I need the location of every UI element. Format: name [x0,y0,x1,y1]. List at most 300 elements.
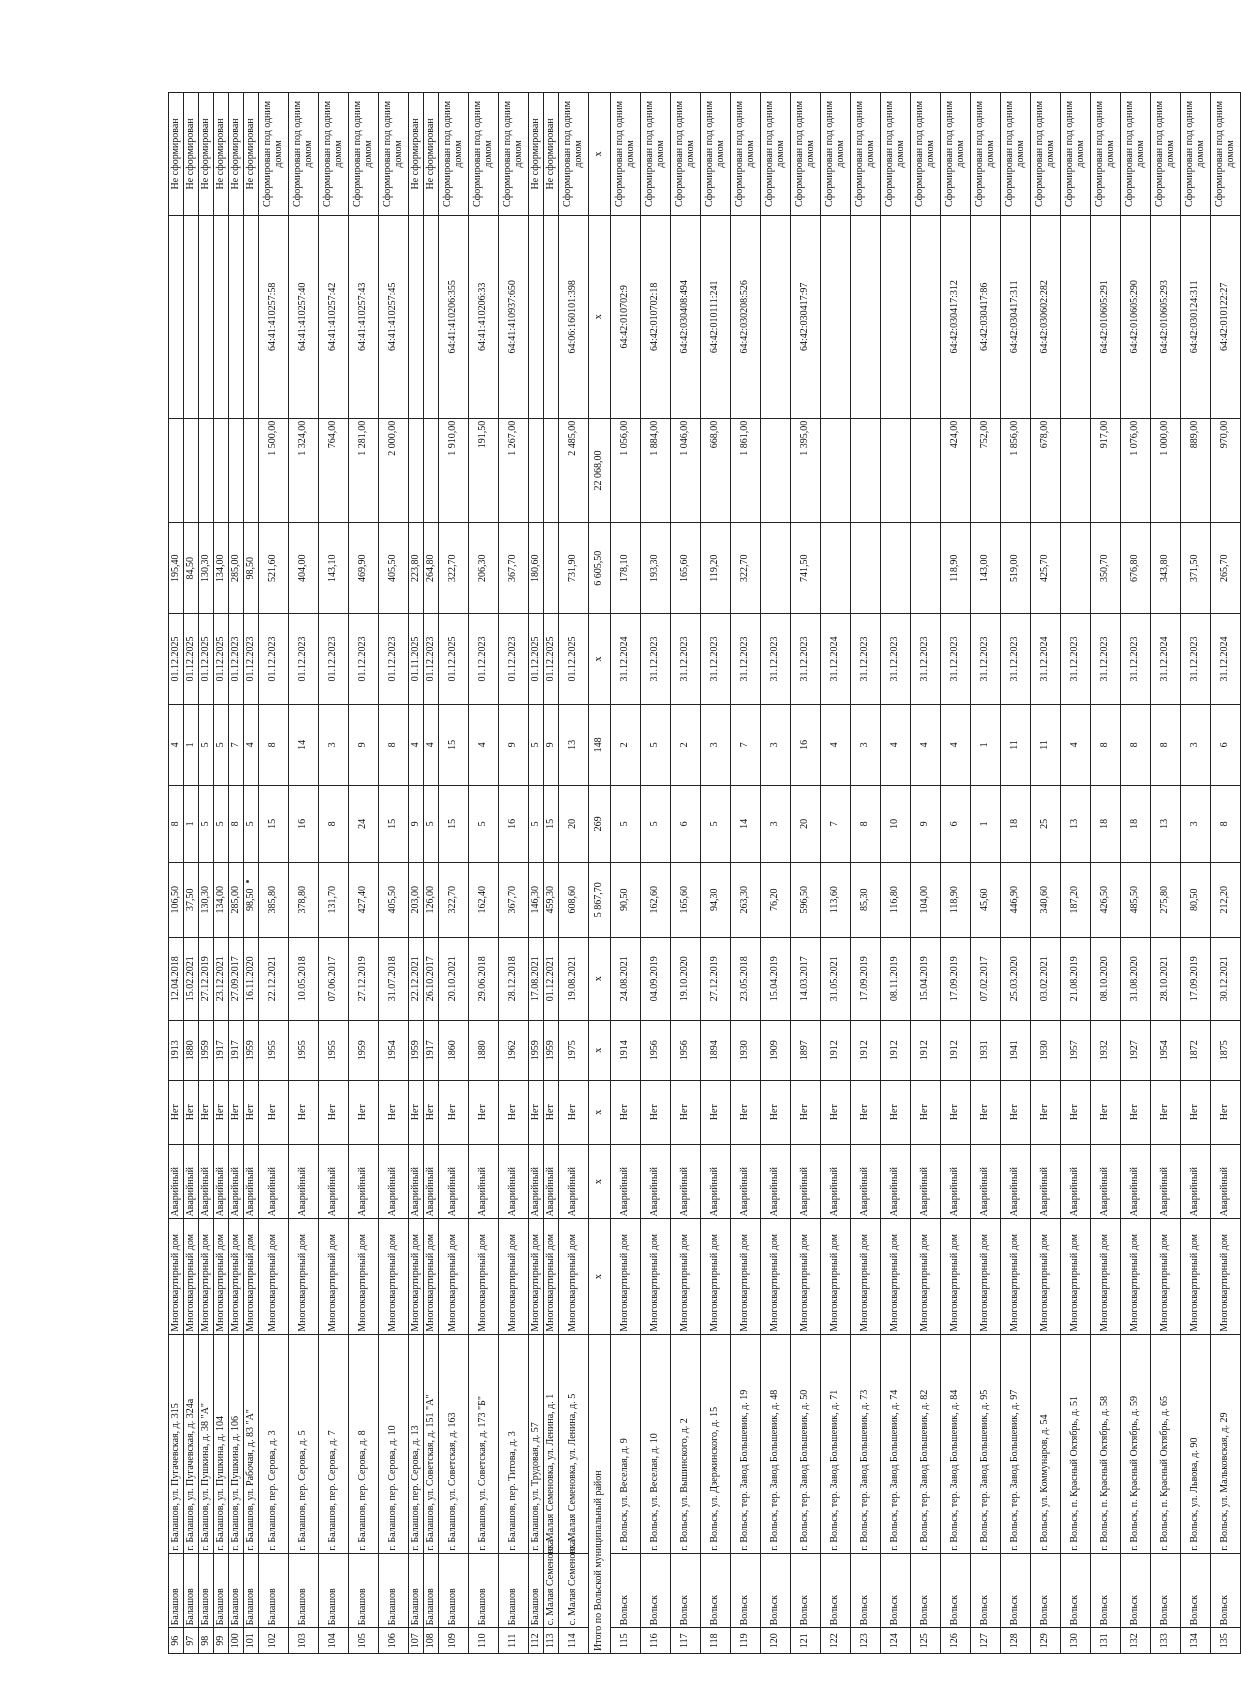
cell-residents-settled: 5 [214,704,229,785]
cell-residents-settled: 3 [761,704,791,785]
cell-land-area [169,418,184,523]
cell-land-status: Сформирован под одним домом [349,93,379,216]
cell-land-area: 678,00 [1031,418,1061,523]
cell-status: Аварийный [971,1144,1001,1219]
cell-settlement: Балашов [409,1553,424,1628]
cell-year: 1872 [1181,1020,1211,1080]
table-row [349,93,379,1654]
cell-area-settled: 405,50 [379,523,409,614]
cell-area-settled: 193,30 [641,523,671,614]
cell-settlement: Балашов [349,1553,379,1628]
cell-registry: Нет [1181,1080,1211,1144]
cell-area: 90,50 [611,862,641,937]
cell-residents-total: 1 [184,785,199,862]
cell-num: 132 [1121,1628,1151,1654]
cell-registry: Нет [379,1080,409,1144]
cell-residents-settled: 4 [821,704,851,785]
cell-area: 165,60 [671,862,701,937]
cell-residents-settled: 4 [469,704,499,785]
cell-year: 1975 [559,1020,589,1080]
register-rows [169,93,1241,1654]
cell-land-area [761,418,791,523]
cell-deadline: 31.12.2023 [791,614,821,705]
cell-residents-settled: 4 [169,704,184,785]
cell-land-area: 1 395,00 [791,418,821,523]
table-row [1031,93,1061,1654]
cell-area: 146,30 [529,862,544,937]
cell-cadastral: 64:42:010605:293 [1151,215,1181,418]
cell-settlement: Балашов [214,1553,229,1628]
cell-deadline: 01.12.2023 [319,614,349,705]
cell-residents-settled: 7 [731,704,761,785]
cell-deadline: 01.12.2025 [559,614,589,705]
cell-area-settled: 741,50 [791,523,821,614]
cell-type: Многоквартирный дом [469,1219,499,1334]
cell-deadline: 31.12.2023 [1001,614,1031,705]
cell-deadline: 01.12.2025 [439,614,469,705]
cell-address: с. Малая Семеновка, ул. Ленина, д. 5 [559,1334,589,1553]
cell-land-status: Сформирован под одним домом [289,93,319,216]
cell-land-status: Сформирован под одним домом [439,93,469,216]
table-row [559,93,589,1654]
cell-num: 131 [1091,1628,1121,1654]
cell-date: 14.03.2017 [791,937,821,1020]
cell-area-settled [761,523,791,614]
cell-deadline: 31.12.2023 [701,614,731,705]
cell-cadastral: 64:42:030208:526 [731,215,761,418]
cell-status: Аварийный [1181,1144,1211,1219]
table-row [1061,93,1091,1654]
cell-year: 1880 [184,1020,199,1080]
cell-area-settled [544,523,559,614]
cell-area-settled [851,523,881,614]
cell-date: 08.11.2019 [881,937,911,1020]
table-row [424,93,439,1654]
cell-land-area: 424,00 [941,418,971,523]
cell-area: 162,40 [469,862,499,937]
cell-settlement: Вольск [641,1553,671,1628]
cell-date: 08.10.2020 [1091,937,1121,1020]
cell-area-settled: 350,70 [1091,523,1121,614]
cell-area-settled [881,523,911,614]
cell-residents-total: 6 [941,785,971,862]
cell-residents-settled: 2 [611,704,641,785]
cell-registry: Нет [941,1080,971,1144]
cell-status: Аварийный [469,1144,499,1219]
cell-land-area: 1 056,00 [611,418,641,523]
table-row [671,93,701,1654]
cell-settlement: Вольск [851,1553,881,1628]
cell-land-status: Сформирован под одним домом [1211,93,1241,216]
cell-area: 275,80 [1151,862,1181,937]
cell-date: 20.10.2021 [439,937,469,1020]
cell-address: г. Вольск, ул. Дзержинского, д. 15 [701,1334,731,1553]
cell-date: 15.02.2021 [184,937,199,1020]
cell-residents-total: 15 [439,785,469,862]
cell-cadastral: 64:41:410257:40 [289,215,319,418]
cell-cadastral [169,215,184,418]
cell-residents-settled: 15 [439,704,469,785]
cell-land-area [409,418,424,523]
cell-num: 103 [289,1628,319,1654]
cell-land-area: 1 324,00 [289,418,319,523]
cell-registry: Нет [791,1080,821,1144]
cell-year: 1917 [424,1020,439,1080]
cell-land-area [1061,418,1091,523]
cell-area: 446,90 [1001,862,1031,937]
cell-year: 1909 [761,1020,791,1080]
cell-date: 22.12.2021 [409,937,424,1020]
cell-land-area: 1 000,00 [1151,418,1181,523]
cell-land-area [184,418,199,523]
cell-land-status: Сформирован под одним домом [1121,93,1151,216]
cell-num: 104 [319,1628,349,1654]
cell-date: 19.10.2020 [671,937,701,1020]
cell-cadastral: 64:42:030602:282 [1031,215,1061,418]
cell-registry: Нет [229,1080,244,1144]
cell-address: г. Вольск, ул. Вышинского, д. 2 [671,1334,701,1553]
cell-settlement: Вольск [731,1553,761,1628]
cell-residents-total: 15 [544,785,559,862]
cell-settlement: Вольск [1151,1553,1181,1628]
cell-date: 12.04.2018 [169,937,184,1020]
cell-address: с. Малая Семеновка, ул. Ленина, д. 1 [544,1334,559,1553]
cell-year: 1917 [229,1020,244,1080]
cell-registry: Нет [319,1080,349,1144]
cell-land-status: Не сформирован [409,93,424,216]
cell-date: 27.12.2019 [349,937,379,1020]
cell-area-settled: 195,40 [169,523,184,614]
cell-num: 126 [941,1628,971,1654]
cell-status: Аварийный [259,1144,289,1219]
cell-registry: Нет [671,1080,701,1144]
cell-land-area [244,418,259,523]
cell-area: 459,30 [544,862,559,937]
cell-deadline: 31.12.2023 [851,614,881,705]
cell-settlement: Балашов [439,1553,469,1628]
cell-land-area: 970,00 [1211,418,1241,523]
cell-residents-total: 5 [641,785,671,862]
cell-land-status: Сформирован под одним домом [1031,93,1061,216]
cell-registry: Нет [259,1080,289,1144]
cell-num: 98 [199,1628,214,1654]
cell-type: Многоквартирный дом [821,1219,851,1334]
cell-area-settled: 367,70 [499,523,529,614]
cell-year: 1955 [259,1020,289,1080]
cell-deadline: 01.12.2025 [544,614,559,705]
table-row [911,93,941,1654]
cell-land-status: Сформирован под одним домом [379,93,409,216]
cell-address: г. Вольск, ул. Коммунаров, д. 54 [1031,1334,1061,1553]
cell-type: Многоквартирный дом [544,1219,559,1334]
cell-residents-settled: 3 [701,704,731,785]
cell-area-settled: 469,90 [349,523,379,614]
cell-area: 116,80 [881,862,911,937]
cell-registry: Нет [409,1080,424,1144]
cell-registry: Нет [559,1080,589,1144]
cell-type: Многоквартирный дом [439,1219,469,1334]
cell-status: Аварийный [641,1144,671,1219]
cell-residents-total: 13 [1061,785,1091,862]
cell-cadastral [821,215,851,418]
cell-land-status: Сформирован под одним домом [851,93,881,216]
rotated-table-wrapper [168,92,1236,1654]
cell-area: 427,40 [349,862,379,937]
cell-address: г. Балашов, ул. Советская, д. 163 [439,1334,469,1553]
cell-land-area: 917,00 [1091,418,1121,523]
cell-area-settled: 165,60 [671,523,701,614]
cell-residents-total: 6 [671,785,701,862]
cell-date: 31.05.2021 [821,937,851,1020]
table-row [244,93,259,1654]
cell-year: 1941 [1001,1020,1031,1080]
cell-settlement: Балашов [469,1553,499,1628]
cell-residents-total: 9 [911,785,941,862]
cell-registry: Нет [424,1080,439,1144]
cell-cadastral [409,215,424,418]
cell-status: Аварийный [611,1144,641,1219]
cell-land-status: Сформирован под одним домом [671,93,701,216]
table-row [701,93,731,1654]
cell-num: 100 [229,1628,244,1654]
cell-residents-total: 20 [791,785,821,862]
cell-year: 1875 [1211,1020,1241,1080]
cell-land-status: Не сформирован [184,93,199,216]
cell-deadline: 31.12.2023 [881,614,911,705]
cell-land-status: Сформирован под одним домом [1001,93,1031,216]
cell-land-status: Не сформирован [199,93,214,216]
cell-residents-settled: 7 [229,704,244,785]
cell-status: Аварийный [424,1144,439,1219]
cell-residents-total: 1 [971,785,1001,862]
cell-deadline: 31.12.2024 [611,614,641,705]
cell-status: Аварийный [349,1144,379,1219]
table-row [971,93,1001,1654]
cell-residents-total: 5 [611,785,641,862]
cell-year: 1912 [821,1020,851,1080]
cell-residents-settled: 4 [409,704,424,785]
cell-area-settled: 322,70 [731,523,761,614]
cell-area-settled: 143,10 [319,523,349,614]
cell-year: 1955 [319,1020,349,1080]
total-label-cell: Итого по Вольской муниципальный район [589,1334,611,1653]
cell-address: г. Вольск, тер. Завод Большевик, д. 74 [881,1334,911,1553]
cell-status: Аварийный [229,1144,244,1219]
cell-area-settled: 84,50 [184,523,199,614]
cell-date: 17.08.2021 [529,937,544,1020]
cell-num: 129 [1031,1628,1061,1654]
cell-year: 1959 [349,1020,379,1080]
cell-status: Аварийный [821,1144,851,1219]
cell-num: 123 [851,1628,881,1654]
cell-land-status: Не сформирован [244,93,259,216]
cell-type: Многоквартирный дом [761,1219,791,1334]
cell-year: 1955 [289,1020,319,1080]
cell-land-area: 668,00 [701,418,731,523]
cell-residents-settled: 2 [671,704,701,785]
cell-residents-settled: 4 [941,704,971,785]
table-row [821,93,851,1654]
cell-residents-settled: 8 [379,704,409,785]
cell-address: г. Вольск, тер. Завод Большевик, д. 73 [851,1334,881,1553]
cell-area-settled: 265,70 [1211,523,1241,614]
cell-land-area: 1 861,00 [731,418,761,523]
cell-deadline: 31.12.2023 [1061,614,1091,705]
cell-residents-settled: 16 [791,704,821,785]
cell-land-area: 2 485,00 [559,418,589,523]
cell-type: Многоквартирный дом [1031,1219,1061,1334]
table-row [319,93,349,1654]
cell-residents-settled: 8 [1151,704,1181,785]
cell-type: Многоквартирный дом [499,1219,529,1334]
cell-date: 31.07.2018 [379,937,409,1020]
cell-address: г. Вольск, тер. Завод Большевик, д. 19 [731,1334,761,1553]
cell-num: 133 [1151,1628,1181,1654]
cell-cadastral: 64:42:010702:9 [611,215,641,418]
cell-num: 122 [821,1628,851,1654]
cell-type: Многоквартирный дом [229,1219,244,1334]
cell-area-settled: 118,90 [941,523,971,614]
cell-year: 1957 [1061,1020,1091,1080]
cell-land-area: 1 267,00 [499,418,529,523]
table-row [439,93,469,1654]
cell-land-status: Не сформирован [544,93,559,216]
cell-deadline: 31.12.2024 [1151,614,1181,705]
cell-address: г. Балашов, ул. Пушкина, д. 106 [229,1334,244,1553]
cell-address: г. Вольск, ул. Мальковская, д. 29 [1211,1334,1241,1553]
cell-residents-settled: 4 [424,704,439,785]
table-row [529,93,544,1654]
cell-land-status: Не сформирован [169,93,184,216]
cell-address: г. Балашов, ул. Пугачевская, д. 324а [184,1334,199,1553]
cell-area-settled: 343,80 [1151,523,1181,614]
cell-residents-total: 7 [821,785,851,862]
cell-land-area [881,418,911,523]
cell-deadline: 01.12.2023 [424,614,439,705]
cell-area-settled: 119,20 [701,523,731,614]
cell-num: 112 [529,1628,544,1654]
cell-status: Аварийный [439,1144,469,1219]
cell-address: г. Вольск, тер. Завод Большевик, д. 84 [941,1334,971,1553]
cell-settlement: Вольск [1181,1553,1211,1628]
cell-area: 134,00 [214,862,229,937]
cell-year: 1880 [469,1020,499,1080]
cell-settlement: Вольск [671,1553,701,1628]
cell-deadline: 31.12.2024 [821,614,851,705]
cell-settlement: Балашов [229,1553,244,1628]
cell-year: 1930 [731,1020,761,1080]
cell-status: Аварийный [1061,1144,1091,1219]
cell-type: Многоквартирный дом [214,1219,229,1334]
cell-settlement: Вольск [941,1553,971,1628]
cell-registry: Нет [499,1080,529,1144]
table-row [1091,93,1121,1654]
cell-status: Аварийный [499,1144,529,1219]
cell-residents-settled: 13 [559,704,589,785]
cell-residents-settled: 8 [259,704,289,785]
cell-date: 27.12.2019 [701,937,731,1020]
cell-address: г. Вольск, тер. Завод Большевик, д. 97 [1001,1334,1031,1553]
cell-registry: Нет [1061,1080,1091,1144]
cell-type: x [589,1219,611,1334]
cell-num: 96 [169,1628,184,1654]
cell-area: 385,80 [259,862,289,937]
emergency-housing-register-table [168,92,1241,1654]
cell-cadastral: 64:41:410257:58 [259,215,289,418]
cell-num: 135 [1211,1628,1241,1654]
cell-land-area [821,418,851,523]
cell-registry: x [589,1080,611,1144]
cell-area: 5 867,70 [589,862,611,937]
cell-address: г. Балашов, пер. Серова, д. 13 [409,1334,424,1553]
cell-registry: Нет [1211,1080,1241,1144]
cell-area: 405,50 [379,862,409,937]
cell-type: Многоквартирный дом [701,1219,731,1334]
cell-deadline: x [589,614,611,705]
cell-cadastral [214,215,229,418]
cell-land-status: Сформирован под одним домом [821,93,851,216]
cell-status: Аварийный [1211,1144,1241,1219]
table-row [941,93,971,1654]
cell-cadastral: 64:42:030124:311 [1181,215,1211,418]
cell-address: г. Балашов, пер. Титова, д. 3 [499,1334,529,1553]
cell-settlement: Вольск [1121,1553,1151,1628]
cell-land-area [424,418,439,523]
cell-address: г. Вольск, п. Красный Октябрь, д. 58 [1091,1334,1121,1553]
cell-residents-total: 3 [761,785,791,862]
cell-status: Аварийный [911,1144,941,1219]
cell-date: 17.09.2019 [941,937,971,1020]
cell-status: Аварийный [244,1144,259,1219]
cell-registry: Нет [439,1080,469,1144]
cell-residents-total: 269 [589,785,611,862]
cell-residents-settled: 5 [199,704,214,785]
cell-settlement: Балашов [529,1553,544,1628]
table-row [289,93,319,1654]
cell-num: 134 [1181,1628,1211,1654]
cell-type: Многоквартирный дом [184,1219,199,1334]
cell-land-area: 764,00 [319,418,349,523]
cell-cadastral: 64:42:010122:27 [1211,215,1241,418]
cell-settlement: Балашов [169,1553,184,1628]
cell-area-settled [911,523,941,614]
cell-type: Многоквартирный дом [169,1219,184,1334]
cell-land-area [851,418,881,523]
cell-cadastral [229,215,244,418]
cell-land-area: 22 068,00 [589,418,611,523]
cell-land-status: Сформирован под одним домом [1061,93,1091,216]
cell-cadastral [881,215,911,418]
cell-registry: Нет [641,1080,671,1144]
cell-date: 28.12.2018 [499,937,529,1020]
cell-area-settled: 180,60 [529,523,544,614]
cell-residents-settled: 3 [851,704,881,785]
cell-status: Аварийный [409,1144,424,1219]
cell-registry: Нет [1001,1080,1031,1144]
cell-year: 1959 [244,1020,259,1080]
cell-type: Многоквартирный дом [881,1219,911,1334]
cell-year: 1954 [1151,1020,1181,1080]
cell-area: 596,50 [791,862,821,937]
cell-area: 131,70 [319,862,349,937]
cell-area: 118,90 [941,862,971,937]
cell-residents-total: 14 [731,785,761,862]
cell-settlement: Вольск [701,1553,731,1628]
cell-registry: Нет [731,1080,761,1144]
cell-type: Многоквартирный дом [1211,1219,1241,1334]
cell-date: 28.10.2021 [1151,937,1181,1020]
cell-deadline: 01.12.2025 [214,614,229,705]
